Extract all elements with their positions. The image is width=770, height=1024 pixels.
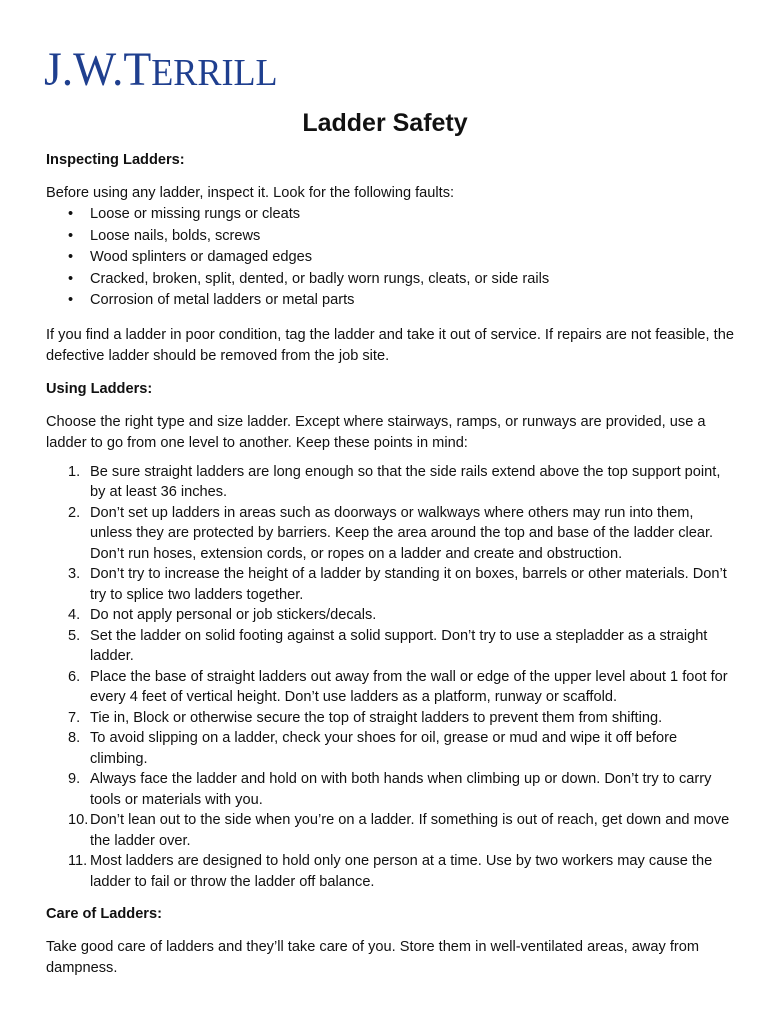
list-item: • Wood splinters or damaged edges	[46, 247, 736, 269]
list-item: 9. Always face the ladder and hold on with both hands when climbing up or down. Don’t try to carry tools or materials with you.	[68, 771, 712, 808]
list-item: 7. Tie in, Block or otherwise secure the top of straight ladders to prevent them from shifting.	[46, 708, 736, 729]
item-number: 11.	[68, 853, 88, 869]
bullet-icon: •	[68, 206, 74, 222]
list-item: 1. Be sure straight ladders are long enough so that the side rails extend above the top support point, by at least 36 inches.	[68, 463, 721, 500]
condition-note: If you find a ladder in poor condition, tag the ladder and take it out of service. If repairs are not feasible, the defective ladder should be removed from the job site.	[46, 326, 734, 364]
list-item: • Loose nails, bolds, screws	[46, 226, 736, 248]
inspecting-intro: Before using any ladder, inspect it. Look for the following faults:	[46, 185, 455, 201]
bullet-icon: •	[68, 270, 74, 287]
list-item: 10. Don’t lean out to the side when you’re on a ladder. If something is out of reach, get down and move the ladder over.	[68, 812, 730, 849]
item-number: 8.	[68, 730, 81, 746]
list-item: 2. Don’t set up ladders in areas such as doorways or walkways where others may run into them, unless they are protected by barriers. Keep the area around the top and base of the ladder clear. Don’t run hoses, extension cords, or ropes on a ladder and create and obstruction.	[68, 504, 714, 562]
faults-list	[46, 204, 736, 312]
item-number: 5.	[68, 627, 81, 644]
document-body	[46, 150, 736, 979]
section-heading-inspecting: Inspecting Ladders:	[46, 152, 185, 168]
section-care	[46, 904, 736, 979]
item-number: 10.	[68, 812, 89, 828]
item-number: 2.	[68, 504, 81, 521]
care-text: Take good care of ladders and they’ll take care of you. Store them in well-ventilated areas, away from dampness.	[46, 939, 700, 976]
list-item: • Loose or missing rungs or cleats	[46, 204, 736, 226]
using-intro: Choose the right type and size ladder. Except where stairways, ramps, or runways are provided, use a ladder to go from one level to another. Keep these points in mind:	[46, 413, 706, 451]
item-number: 3.	[68, 566, 81, 582]
safety-points-list	[46, 462, 736, 893]
list-item: 8. To avoid slipping on a ladder, check your shoes for oil, grease or mud and wipe it off before climbing.	[68, 730, 678, 767]
list-item: 5. Set the ladder on solid footing against a solid support. Don’t try to use a stepladder as a straight ladder.	[68, 627, 708, 664]
list-item: 3. Don’t try to increase the height of a ladder by standing it on boxes, barrels or other materials. Don’t try to splice two ladders together.	[68, 566, 727, 603]
section-heading-care: Care of Ladders:	[46, 906, 162, 922]
logo-surname: ERRILL	[151, 52, 278, 94]
logo-initials: J.W.T	[44, 43, 152, 96]
bullet-icon: •	[68, 249, 74, 265]
item-number: 7.	[68, 709, 81, 726]
list-item: 4. Do not apply personal or job stickers/decals.	[46, 605, 736, 626]
company-logo	[44, 44, 278, 99]
list-item: • Corrosion of metal ladders or metal parts	[46, 290, 736, 312]
list-item: • Cracked, broken, split, dented, or badly worn rungs, cleats, or side rails	[46, 269, 736, 291]
section-heading-using: Using Ladders:	[46, 380, 153, 397]
item-number: 9.	[68, 771, 81, 787]
bullet-icon: •	[68, 292, 74, 308]
item-number: 4.	[68, 607, 81, 623]
bullet-icon: •	[68, 227, 74, 244]
page-title: Ladder Safety	[302, 109, 468, 137]
item-number: 1.	[68, 463, 81, 480]
section-inspecting	[46, 150, 736, 367]
list-item: 11. Most ladders are designed to hold only one person at a time. Use by two workers may cause the ladder to fail or throw the ladder off balance.	[68, 853, 713, 890]
item-number: 6.	[68, 668, 81, 685]
list-item: 6. Place the base of straight ladders out away from the wall or edge of the upper level about 1 foot for every 4 feet of vertical height. Don’t use ladders as a platform, runway or scaffold.	[68, 668, 728, 705]
section-using	[46, 379, 736, 893]
